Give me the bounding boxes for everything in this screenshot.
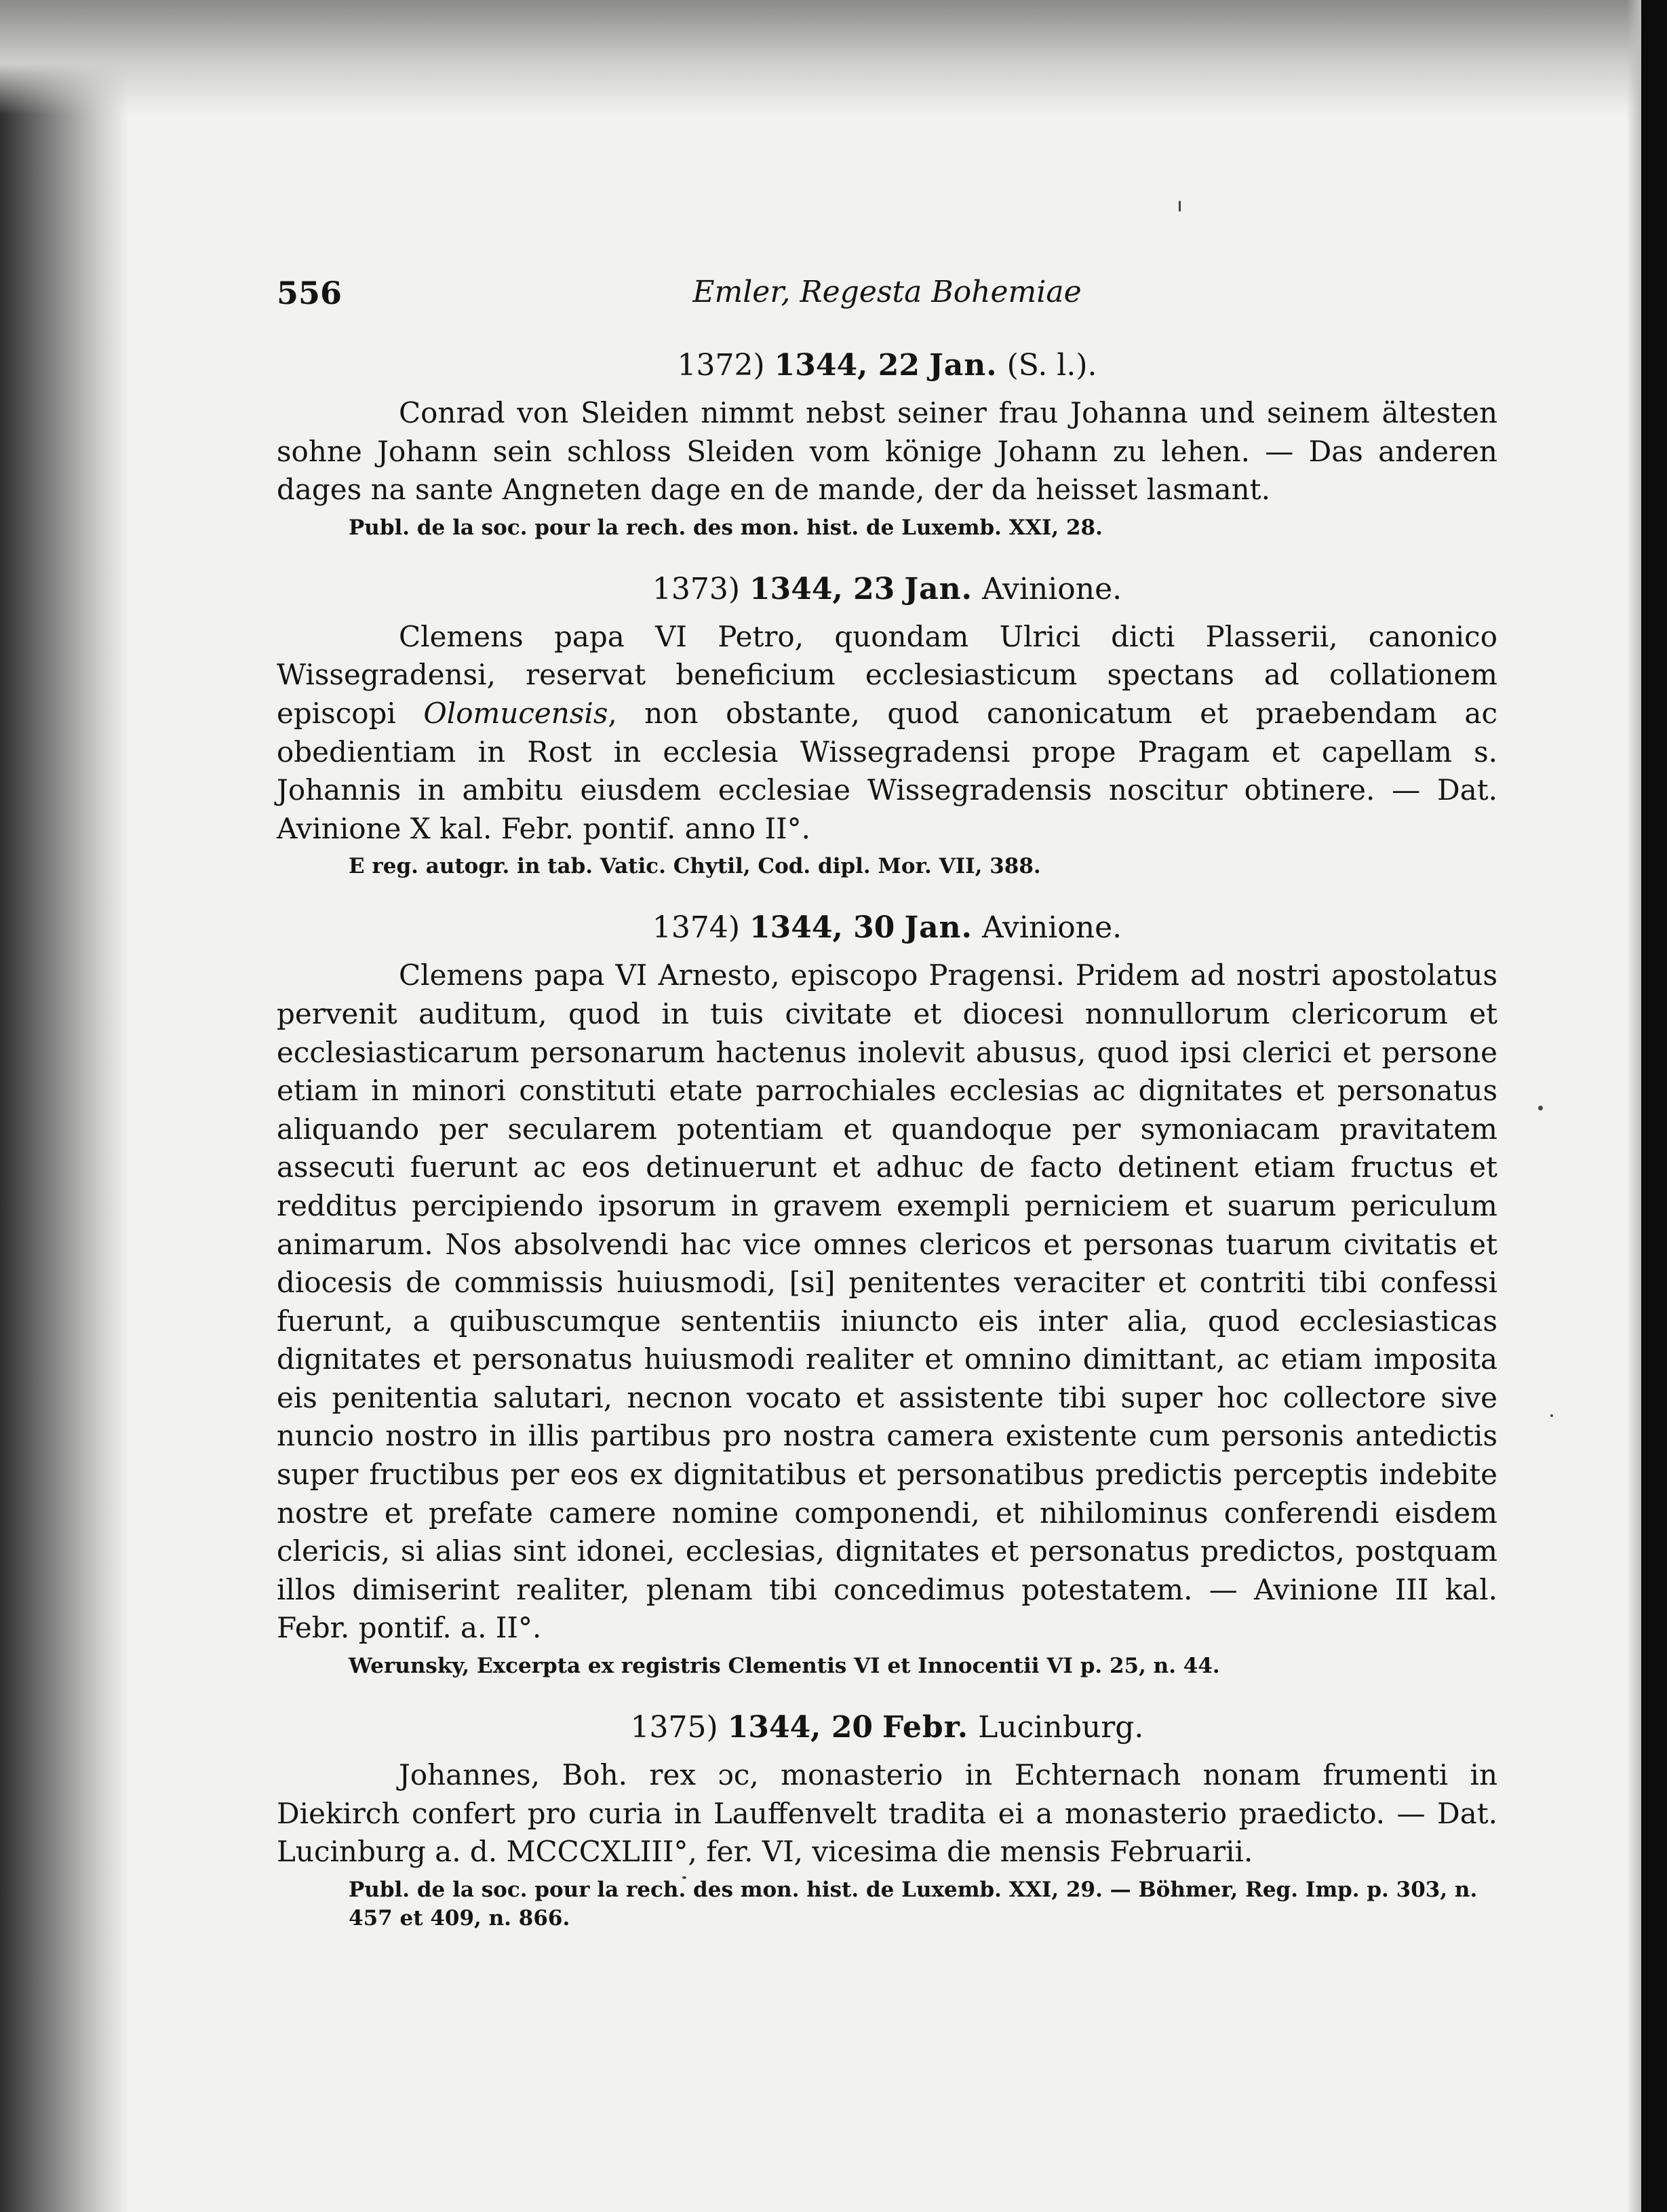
scan-speck [1538, 1106, 1543, 1110]
running-head [277, 268, 1497, 318]
entry-date: 1344, 20 [727, 1710, 874, 1745]
regest-entry-1375 [277, 1707, 1497, 1933]
entry-date: 1344, 23 [749, 571, 895, 606]
entry-month: Jan. [928, 348, 998, 383]
entry-body: Clemens papa VI Arnesto, episcopo Pragensi. Pridem ad nostri apostolatus pervenit auditum, quod in tuis civitate et diocesi nonnullorum clericorum et ecclesiasticarum personarum hactenus inolevit abusus, quod ipsi clerici et persone etiam in minori constituti etate parrochiales ecclesias ac dignitates et personatus aliquando per secularem potentiam et quandoque per symoniacam pravitatem assecuti fuerunt ac eos detinuerunt et adhuc de facto detinent etiam fructus et redditus percipiendo ipsorum in gravem exempli perniciem et suarum periculum animarum. Nos absolvendi hac vice omnes clericos et personas tuarum civitatis et diocesis de commissis huiusmodi, [si] penitentes veraciter et contriti tibi confessi fuerunt, a quibuscumque sententiis iniuncto eis inter alia, quod ecclesiasticas dignitates et personatus huiusmodi realiter et omnino dimittant, ac etiam imposita eis penitentia salutari, necnon vocato et assistente tibi super hoc collectore sive nuncio nostro in illis partibus pro nostra camera existente cum personis antedictis super fructibus per eos ex dignitatibus et personatibus predictis perceptis indebite nostre et prefate camere nomine componendi, et nihilominus conferendi eisdem clericis, si alias sint idonei, ecclesias, dignitates et personatus predictos, postquam illos dimiserint realiter, plenam tibi concedimus potestatem. — Avinione III kal. Febr. pontif. a. II°. [277, 958, 1497, 1645]
entry-body: Conrad von Sleiden nimmt nebst seiner frau Johanna und seinem ältesten sohne Johann sein schloss Sleiden vom könige Johann zu lehen. — Das anderen dages na sante Angneten dage en de mande, der da heisset lasmant. [277, 396, 1497, 507]
running-title: Emler, Regesta Bohemiae [692, 275, 1082, 309]
entry-place: Avinione. [981, 910, 1122, 946]
scan-shadow-left [0, 0, 129, 2212]
entry-number: 1374) [652, 910, 740, 946]
entry-source: Werunsky, Excerpta ex registris Clementis VI et Innocentii VI p. 25, n. 44. [349, 1654, 1220, 1679]
entry-place: Lucinburg. [978, 1710, 1144, 1745]
regest-entry-1372 [277, 345, 1497, 542]
entry-heading [277, 345, 1497, 386]
scan-speck [1550, 1414, 1553, 1417]
scan-edge-right [1641, 0, 1667, 2212]
regest-entry-1374 [277, 908, 1497, 1680]
entry-body-italic: Olomucensis [423, 696, 608, 730]
entry-body-text: Clemens papa VI Petro, quondam Ulrici dicti Plasserii, canonico Wissegradensi, reservat beneficium ecclesiasticum spectans ad collationem episcopi [277, 619, 1497, 730]
entry-body-text: , non obstante, quod canonicatum et praebendam ac obedientiam in Rost in ecclesia Wissegradensi prope Pragam et capellam s. Johannis in ambitu eiusdem ecclesiae Wissegradensis noscitur obtinere. — Dat. Avinione X kal. Febr. pontif. anno II°. [277, 696, 1497, 845]
entry-heading [277, 908, 1497, 948]
scan-speck [1179, 201, 1181, 212]
entry-number: 1375) [630, 1710, 718, 1745]
scan-shadow-top [0, 0, 1667, 115]
entry-date: 1344, 30 [749, 910, 895, 946]
entry-source: Publ. de la soc. pour la rech. des mon. hist. de Luxemb. XXI, 28. [349, 515, 1103, 540]
entry-month: Jan. [904, 910, 973, 946]
entry-date: 1344, 22 [774, 348, 920, 383]
entry-source: E reg. autogr. in tab. Vatic. Chytil, Cod. dipl. Mor. VII, 388. [349, 854, 1041, 879]
page-number: 556 [277, 275, 342, 311]
entry-source: Publ. de la soc. pour la rech. des mon. hist. de Luxemb. XXI, 29. — Böhmer, Reg. Imp. p. 303, n. 457 et 409, n. 866. [349, 1877, 1478, 1930]
entry-place: Avinione. [981, 571, 1122, 606]
entry-body: Johannes, Boh. rex ɔc, monasterio in Echternach nonam frumenti in Diekirch confert pro curia in Lauffenvelt tradita ei a monasterio praedicto. — Dat. Lucinburg a. d. MCCCXLIII°, fer. VI, vicesima die mensis Februarii. [277, 1758, 1497, 1869]
entry-number: 1372) [677, 348, 765, 383]
entry-body [277, 618, 1497, 849]
entry-month: Febr. [882, 1710, 969, 1745]
entry-month: Jan. [904, 571, 973, 606]
entry-heading [277, 569, 1497, 610]
scan-edge-gradient [1626, 0, 1641, 2212]
document-page [277, 268, 1497, 1933]
entry-number: 1373) [652, 571, 740, 606]
entry-place: (S. l.). [1006, 348, 1097, 383]
regest-entry-1373 [277, 569, 1497, 881]
entry-heading [277, 1707, 1497, 1748]
